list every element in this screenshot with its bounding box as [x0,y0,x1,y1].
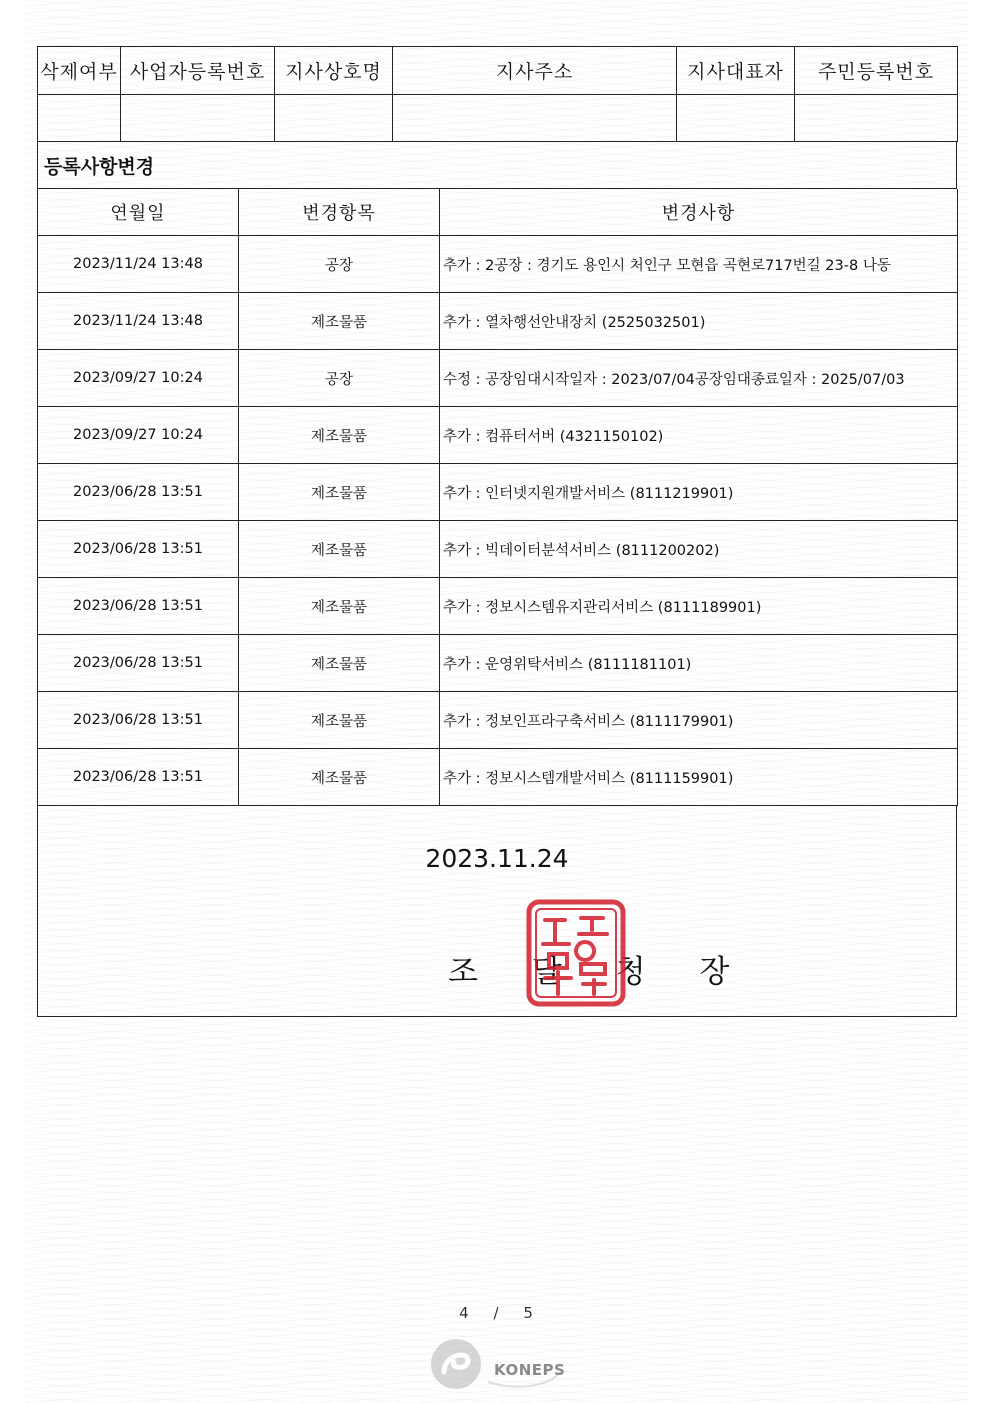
row-item: 제조물품 [239,635,440,692]
row-date: 2023/09/27 10:24 [38,407,239,464]
table-row [38,692,958,749]
row-item: 제조물품 [239,692,440,749]
table-row [38,293,958,350]
row-date: 2023/09/27 10:24 [38,350,239,407]
table-row [38,635,958,692]
row-item: 제조물품 [239,293,440,350]
row-item: 제조물품 [239,464,440,521]
row-detail: 추가 : 2공장 : 경기도 용인시 처인구 모현읍 곡현로717번길 23-8 나동 [440,236,958,293]
koneps-logo-text: KONEPS [494,1361,566,1379]
row-detail: 추가 : 컴퓨터서버 (4321150102) [440,407,958,464]
header-change-detail: 변경사항 [440,189,958,236]
row-date: 2023/11/24 13:48 [38,293,239,350]
official-seal-icon [525,898,627,1008]
changes-table-header [38,189,958,236]
issuer-title: 조 달 청 장 [448,954,752,990]
row-detail: 수정 : 공장임대시작일자 : 2023/07/04공장임대종료일자 : 2025/07/03 [440,350,958,407]
changes-section-header [37,142,957,189]
issue-date: 2023.11.24 [425,844,569,873]
row-detail: 추가 : 운영위탁서비스 (8111181101) [440,635,958,692]
branch-table [37,46,958,142]
row-item: 공장 [239,236,440,293]
header-date: 연월일 [38,189,239,236]
row-item: 제조물품 [239,578,440,635]
cell-branch-name [275,95,393,142]
table-row [38,407,958,464]
header-deleted: 삭제여부 [38,47,121,95]
header-resident-number: 주민등록번호 [795,47,958,95]
table-row [38,236,958,293]
section-title: 등록사항변경 [38,142,957,189]
row-item: 제조물품 [239,407,440,464]
row-date: 2023/06/28 13:51 [38,635,239,692]
row-detail: 추가 : 열차행선안내장치 (2525032501) [440,293,958,350]
row-date: 2023/11/24 13:48 [38,236,239,293]
header-branch-address: 지사주소 [393,47,677,95]
table-row [38,749,958,806]
row-date: 2023/06/28 13:51 [38,692,239,749]
cell-deleted [38,95,121,142]
changes-table [37,189,958,806]
cell-branch-representative [677,95,795,142]
cell-branch-address [393,95,677,142]
signature-block [37,806,957,1017]
header-business-number: 사업자등록번호 [121,47,275,95]
current-page: 4 [459,1304,469,1322]
branch-table-row [38,95,958,142]
table-row [38,578,958,635]
row-detail: 추가 : 인터넷지원개발서비스 (8111219901) [440,464,958,521]
page-indicator [0,1304,992,1322]
branch-table-header [38,47,958,95]
cell-business-number [121,95,275,142]
cell-resident-number [795,95,958,142]
row-detail: 추가 : 빅데이터분석서비스 (8111200202) [440,521,958,578]
row-detail: 추가 : 정보시스템개발서비스 (8111159901) [440,749,958,806]
row-item: 제조물품 [239,521,440,578]
page-separator: / [493,1304,499,1322]
header-change-item: 변경항목 [239,189,440,236]
row-item: 공장 [239,350,440,407]
row-item: 제조물품 [239,749,440,806]
header-branch-representative: 지사대표자 [677,47,795,95]
total-pages: 5 [523,1304,533,1322]
row-date: 2023/06/28 13:51 [38,464,239,521]
row-detail: 추가 : 정보시스템유지관리서비스 (8111189901) [440,578,958,635]
table-row [38,464,958,521]
row-detail: 추가 : 정보인프라구축서비스 (8111179901) [440,692,958,749]
row-date: 2023/06/28 13:51 [38,521,239,578]
table-row [38,350,958,407]
document-frame [37,46,957,1017]
header-branch-name: 지사상호명 [275,47,393,95]
table-row [38,521,958,578]
row-date: 2023/06/28 13:51 [38,749,239,806]
row-date: 2023/06/28 13:51 [38,578,239,635]
